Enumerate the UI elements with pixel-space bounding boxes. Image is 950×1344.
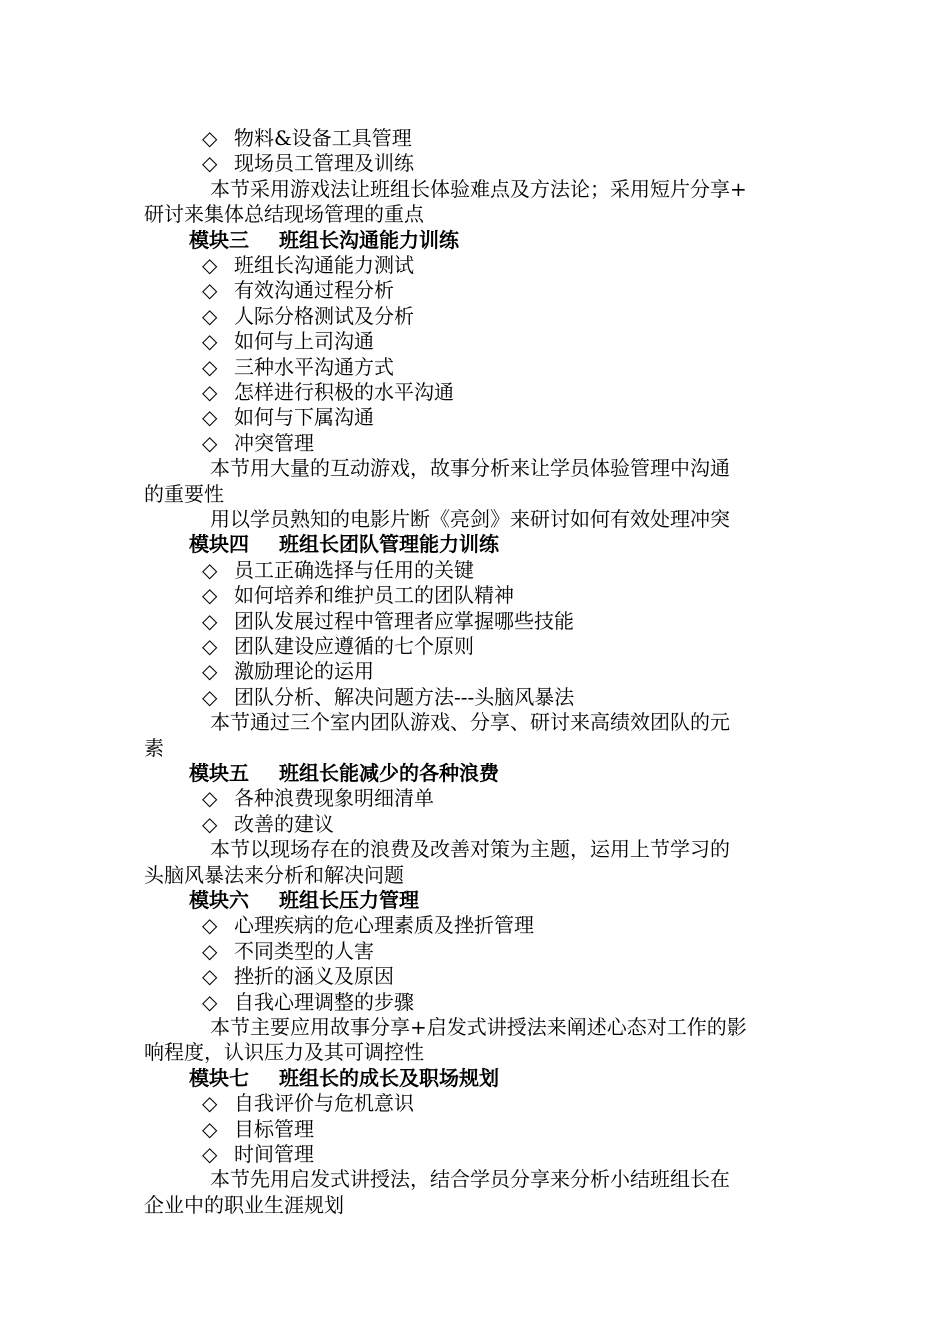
diamond-bullet-icon: ◇ (202, 811, 218, 836)
module-title: 班组长沟通能力训练 (279, 227, 459, 252)
bullet-item (202, 151, 414, 176)
diamond-bullet-icon: ◇ (202, 583, 218, 608)
module-heading (189, 532, 499, 557)
diamond-bullet-icon: ◇ (202, 303, 218, 328)
module-number: 模块四 (189, 532, 249, 557)
bullet-item (202, 355, 394, 380)
bullet-item (202, 329, 374, 354)
diamond-bullet-icon: ◇ (202, 634, 218, 658)
diamond-bullet-icon: ◇ (202, 151, 218, 176)
diamond-bullet-icon: ◇ (202, 964, 218, 989)
module-heading (189, 888, 419, 913)
module-number: 模块六 (189, 888, 249, 912)
bullet-item (202, 913, 534, 938)
bullet-text: 怎样进行积极的水平沟通 (234, 380, 454, 404)
module-number: 模块七 (189, 1065, 249, 1090)
bullet-item (202, 685, 574, 710)
bullet-text: 心理疾病的危心理素质及挫折管理 (234, 913, 534, 938)
bullet-item (202, 609, 574, 634)
diamond-bullet-icon: ◇ (202, 557, 218, 582)
bullet-text: 团队分析、解决问题方法---头脑风暴法 (234, 684, 575, 709)
diamond-bullet-icon: ◇ (202, 684, 218, 709)
bullet-text: 目标管理 (234, 1116, 314, 1141)
bullet-item (202, 304, 414, 329)
module-title: 班组长能减少的各种浪费 (279, 761, 499, 785)
bullet-text: 现场员工管理及训练 (234, 151, 414, 176)
bullet-text: 人际分格测试及分析 (234, 303, 414, 328)
bullet-item (202, 380, 454, 405)
bullet-text: 如何与上司沟通 (234, 329, 374, 354)
paragraph-continuation: 头脑风暴法来分析和解决问题 (144, 862, 404, 887)
bullet-item (202, 583, 514, 608)
module-heading (189, 228, 459, 253)
bullet-text: 改善的建议 (234, 811, 334, 836)
bullet-text: 各种浪费现象明细清单 (234, 786, 434, 811)
paragraph-continuation: 企业中的职业生涯规划 (144, 1192, 344, 1217)
bullet-text: 团队建设应遵循的七个原则 (234, 634, 474, 658)
module-title: 班组长压力管理 (279, 888, 419, 912)
bullet-item (202, 634, 474, 659)
diamond-bullet-icon: ◇ (202, 430, 218, 455)
module-number: 模块五 (189, 761, 249, 785)
bullet-item (202, 278, 394, 303)
paragraph-continuation: 的重要性 (144, 481, 224, 506)
diamond-bullet-icon: ◇ (202, 786, 218, 811)
bullet-item (202, 812, 334, 837)
module-number: 模块三 (189, 227, 249, 252)
bullet-text: 不同类型的人害 (234, 938, 374, 963)
diamond-bullet-icon: ◇ (202, 380, 218, 404)
bullet-text: 有效沟通过程分析 (234, 278, 394, 303)
diamond-bullet-icon: ◇ (202, 608, 218, 633)
paragraph-line: 本节以现场存在的浪费及改善对策为主题，运用上节学习的 (210, 837, 730, 862)
bullet-text: 冲突管理 (234, 430, 314, 455)
bullet-text: 挫折的涵义及原因 (234, 964, 394, 989)
bullet-text: 团队发展过程中管理者应掌握哪些技能 (234, 608, 574, 633)
bullet-text: 自我心理调整的步骤 (234, 989, 414, 1014)
bullet-text: 如何培养和维护员工的团队精神 (234, 583, 514, 608)
bullet-item (202, 405, 374, 430)
bullet-item (202, 431, 314, 456)
paragraph-continuation: 素 (144, 735, 164, 760)
diamond-bullet-icon: ◇ (202, 329, 218, 354)
paragraph-line: 本节用大量的互动游戏，故事分析来让学员体验管理中沟通 (210, 456, 730, 481)
bullet-text: 时间管理 (234, 1142, 314, 1166)
diamond-bullet-icon: ◇ (202, 913, 218, 938)
bullet-item (202, 1117, 314, 1142)
module-heading (189, 1066, 499, 1091)
bullet-text: 自我评价与危机意识 (234, 1091, 414, 1116)
module-heading (189, 761, 499, 786)
bullet-item (202, 1142, 314, 1167)
bullet-text: 物料&设备工具管理 (234, 126, 412, 150)
paragraph-continuation: 响程度，认识压力及其可调控性 (144, 1040, 424, 1065)
diamond-bullet-icon: ◇ (202, 938, 218, 963)
diamond-bullet-icon: ◇ (202, 253, 218, 277)
bullet-text: 三种水平沟通方式 (234, 354, 394, 379)
bullet-item (202, 558, 474, 583)
bullet-item (202, 659, 374, 684)
bullet-item (202, 939, 374, 964)
bullet-item (202, 126, 412, 151)
paragraph-line: 用以学员熟知的电影片断《亮剑》来研讨如何有效处理冲突 (210, 507, 730, 531)
bullet-item (202, 1091, 414, 1116)
paragraph-line: 本节采用游戏法让班组长体验难点及方法论；采用短片分享+ (210, 176, 747, 201)
bullet-item (202, 964, 394, 989)
module-title: 班组长的成长及职场规划 (279, 1065, 499, 1090)
diamond-bullet-icon: ◇ (202, 1142, 218, 1166)
bullet-text: 如何与下属沟通 (234, 405, 374, 430)
paragraph-line: 本节主要应用故事分享+启发式讲授法来阐述心态对工作的影 (210, 1015, 747, 1039)
diamond-bullet-icon: ◇ (202, 126, 218, 150)
diamond-bullet-icon: ◇ (202, 278, 218, 303)
bullet-item (202, 786, 434, 811)
bullet-item (202, 253, 414, 278)
diamond-bullet-icon: ◇ (202, 989, 218, 1014)
bullet-item (202, 990, 414, 1015)
paragraph-line: 本节通过三个室内团队游戏、分享、研讨来高绩效团队的元 (210, 710, 730, 735)
diamond-bullet-icon: ◇ (202, 405, 218, 430)
paragraph-continuation: 研讨来集体总结现场管理的重点 (144, 202, 424, 227)
bullet-text: 员工正确选择与任用的关键 (234, 557, 474, 582)
paragraph-line: 本节先用启发式讲授法，结合学员分享来分析小结班组长在 (210, 1167, 730, 1192)
bullet-text: 激励理论的运用 (234, 659, 374, 684)
bullet-text: 班组长沟通能力测试 (234, 253, 414, 277)
diamond-bullet-icon: ◇ (202, 659, 218, 684)
diamond-bullet-icon: ◇ (202, 1116, 218, 1141)
diamond-bullet-icon: ◇ (202, 354, 218, 379)
module-title: 班组长团队管理能力训练 (279, 532, 499, 557)
diamond-bullet-icon: ◇ (202, 1091, 218, 1116)
